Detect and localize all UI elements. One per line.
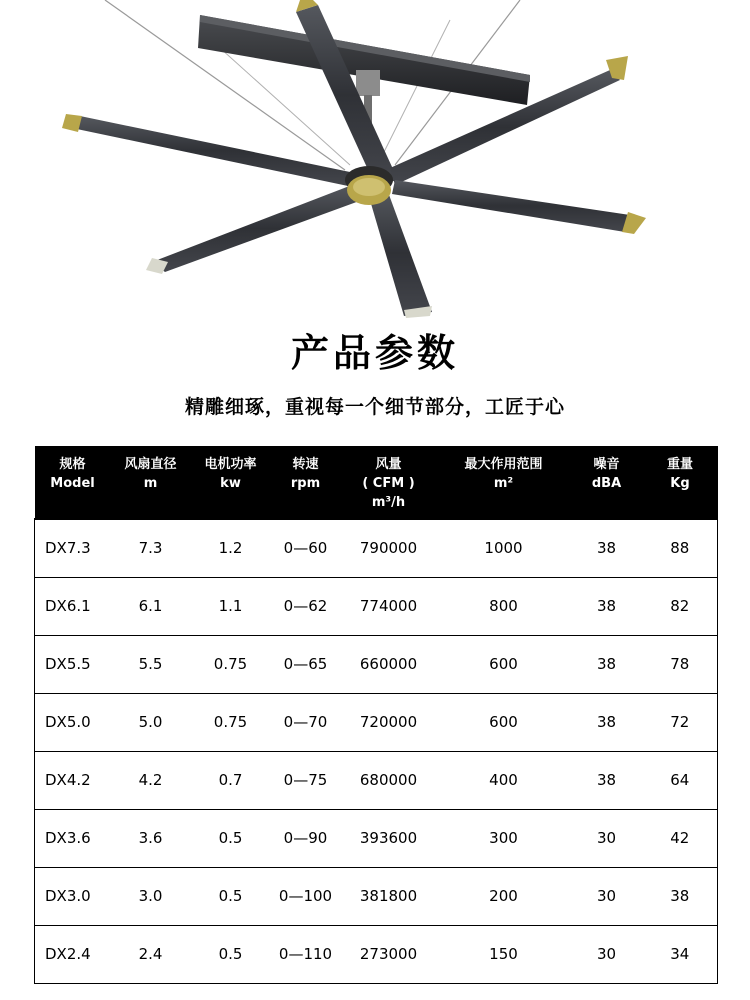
cell-coverage: 600 xyxy=(437,693,571,751)
cell-noise: 30 xyxy=(571,925,643,983)
cell-diameter: 3.0 xyxy=(111,867,191,925)
cell-noise: 38 xyxy=(571,693,643,751)
cell-model: DX7.3 xyxy=(35,519,111,577)
cell-diameter: 6.1 xyxy=(111,577,191,635)
cell-coverage: 200 xyxy=(437,867,571,925)
cell-speed: 0—65 xyxy=(271,635,341,693)
page-title: 产品参数 xyxy=(290,331,459,375)
cell-power: 0.5 xyxy=(191,925,271,983)
cell-model: DX2.4 xyxy=(35,925,111,983)
cell-noise: 30 xyxy=(571,867,643,925)
table-row xyxy=(35,635,718,693)
cell-coverage: 150 xyxy=(437,925,571,983)
cell-power: 0.75 xyxy=(191,693,271,751)
ceiling-fan-image xyxy=(0,0,750,320)
cell-weight: 38 xyxy=(643,867,718,925)
cell-coverage: 1000 xyxy=(437,519,571,577)
cell-power: 0.5 xyxy=(191,867,271,925)
cell-diameter: 5.5 xyxy=(111,635,191,693)
table-row xyxy=(35,809,718,867)
cell-coverage: 300 xyxy=(437,809,571,867)
header-speed: 转速 rpm xyxy=(290,457,321,491)
cell-noise: 38 xyxy=(571,519,643,577)
cell-coverage: 800 xyxy=(437,577,571,635)
cell-speed: 0—60 xyxy=(271,519,341,577)
cell-speed: 0—100 xyxy=(271,867,341,925)
cell-weight: 88 xyxy=(643,519,718,577)
cell-airflow: 381800 xyxy=(341,867,437,925)
table-row xyxy=(35,577,718,635)
cell-power: 1.1 xyxy=(191,577,271,635)
cell-diameter: 5.0 xyxy=(111,693,191,751)
cell-noise: 30 xyxy=(571,809,643,867)
cell-airflow: 790000 xyxy=(341,519,437,577)
table-row xyxy=(35,867,718,925)
cell-model: DX4.2 xyxy=(35,751,111,809)
cell-airflow: 273000 xyxy=(341,925,437,983)
cell-speed: 0—70 xyxy=(271,693,341,751)
cell-noise: 38 xyxy=(571,635,643,693)
cell-power: 0.5 xyxy=(191,809,271,867)
header-diameter: 风扇直径 m xyxy=(124,457,177,491)
cell-speed: 0—90 xyxy=(271,809,341,867)
cell-diameter: 7.3 xyxy=(111,519,191,577)
header-airflow: 风量 ( CFM ) m³/h xyxy=(362,457,415,510)
table-header-row xyxy=(35,446,718,519)
cell-weight: 82 xyxy=(643,577,718,635)
cell-speed: 0—75 xyxy=(271,751,341,809)
cell-airflow: 680000 xyxy=(341,751,437,809)
cell-diameter: 4.2 xyxy=(111,751,191,809)
cell-airflow: 660000 xyxy=(341,635,437,693)
cell-model: DX5.5 xyxy=(35,635,111,693)
header-weight: 重量 Kg xyxy=(666,457,693,491)
cell-power: 0.75 xyxy=(191,635,271,693)
cell-airflow: 720000 xyxy=(341,693,437,751)
cell-weight: 34 xyxy=(643,925,718,983)
cell-model: DX5.0 xyxy=(35,693,111,751)
header-noise: 噪音 dBA xyxy=(591,457,622,491)
header-power: 电机功率 kw xyxy=(204,457,257,491)
header-model: 规格 Model xyxy=(50,457,95,491)
table-row xyxy=(35,925,718,983)
cell-model: DX3.0 xyxy=(35,867,111,925)
cell-airflow: 393600 xyxy=(341,809,437,867)
cell-speed: 0—62 xyxy=(271,577,341,635)
header-coverage: 最大作用范围 m² xyxy=(464,457,543,491)
cell-power: 1.2 xyxy=(191,519,271,577)
cell-weight: 64 xyxy=(643,751,718,809)
cell-weight: 78 xyxy=(643,635,718,693)
cell-model: DX6.1 xyxy=(35,577,111,635)
cell-coverage: 400 xyxy=(437,751,571,809)
cell-noise: 38 xyxy=(571,751,643,809)
cell-noise: 38 xyxy=(571,577,643,635)
table-row xyxy=(35,519,718,577)
cell-coverage: 600 xyxy=(437,635,571,693)
page-subtitle: 精雕细琢，重视每一个细节部分，工匠于心 xyxy=(184,396,565,418)
cell-model: DX3.6 xyxy=(35,809,111,867)
table-row xyxy=(35,751,718,809)
spec-table xyxy=(34,446,718,984)
cell-diameter: 3.6 xyxy=(111,809,191,867)
table-row xyxy=(35,693,718,751)
cell-airflow: 774000 xyxy=(341,577,437,635)
cell-weight: 42 xyxy=(643,809,718,867)
cell-weight: 72 xyxy=(643,693,718,751)
cell-power: 0.7 xyxy=(191,751,271,809)
cell-speed: 0—110 xyxy=(271,925,341,983)
cell-diameter: 2.4 xyxy=(111,925,191,983)
